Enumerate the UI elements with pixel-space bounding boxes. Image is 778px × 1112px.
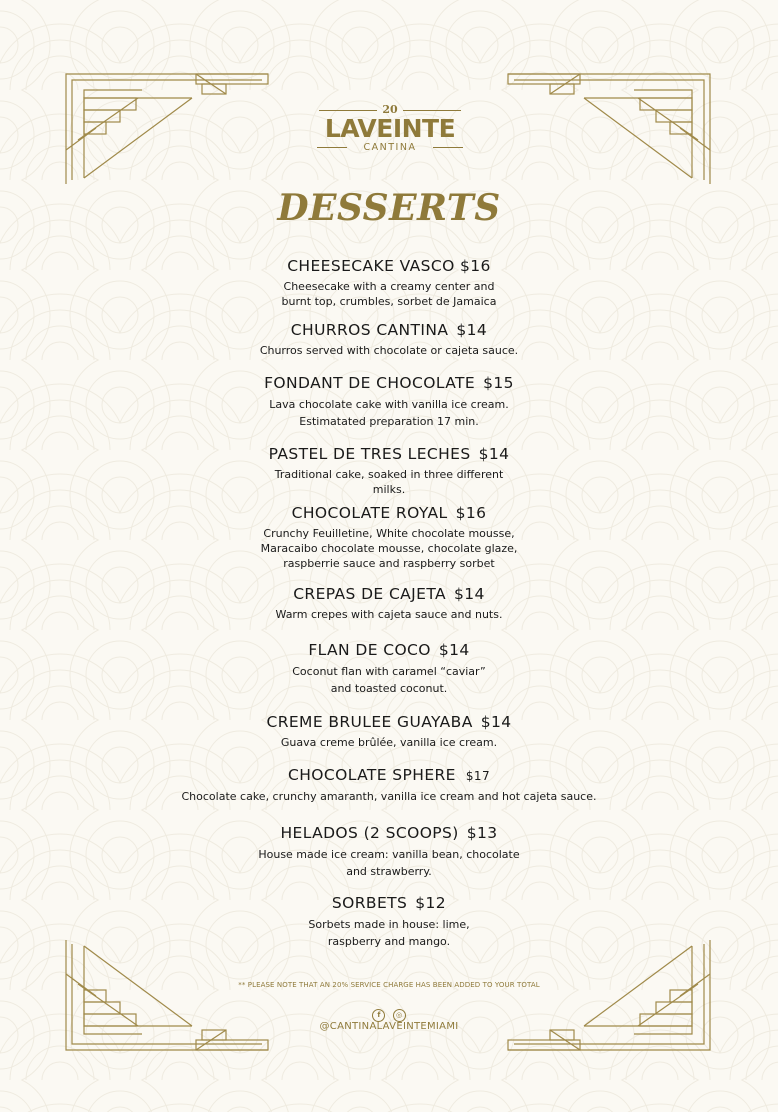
menu-item-description: Warm crepes with cajeta sauce and nuts. <box>275 608 503 621</box>
logo-wordmark: LAVEINTE <box>324 114 456 143</box>
menu-item-price: $13 <box>466 824 498 842</box>
menu-item-price: $14 <box>480 713 512 731</box>
menu-item-name-row <box>0 823 778 843</box>
menu-item-name: HELADOS (2 SCOOPS) <box>280 824 459 842</box>
menu-item <box>0 712 778 750</box>
menu-item-name-row <box>0 640 778 660</box>
menu-item <box>0 823 778 880</box>
brand-logo <box>315 104 465 154</box>
menu-item <box>0 373 778 430</box>
menu-item-description: Coconut flan with caramel “caviar” and toasted coconut. <box>292 665 486 695</box>
menu-item-description: Cheesecake with a creamy center and burnt top, crumbles, sorbet de Jamaica <box>281 280 497 308</box>
menu-item-description: Lava chocolate cake with vanilla ice cream. Estimatated preparation 17 min. <box>269 398 509 428</box>
menu-item-description: Crunchy Feuilletine, White chocolate mousse, Maracaibo chocolate mousse, chocolate glaze, raspberrie sauce and raspberry sorbet <box>260 527 518 570</box>
menu-item-name-row <box>0 712 778 732</box>
menu-item-price: $16 <box>455 504 487 522</box>
menu-item-price: $14 <box>456 321 488 339</box>
menu-item-name: CHOCOLATE ROYAL <box>291 504 448 522</box>
menu-item-name: CREPAS DE CAJETA <box>293 585 447 603</box>
logo-subtitle <box>315 142 465 153</box>
menu-item-price: $15 <box>483 374 514 392</box>
menu-item-name-row <box>0 256 778 276</box>
menu-item-name: CHOCOLATE SPHERE <box>288 766 456 784</box>
menu-item-name-row <box>0 444 778 464</box>
menu-item-description: Chocolate cake, crunchy amaranth, vanilla ice cream and hot cajeta sauce. <box>181 790 597 803</box>
menu-item <box>0 444 778 497</box>
menu-item <box>0 256 778 309</box>
menu-item-price: $14 <box>478 445 510 463</box>
menu-item-name: CHURROS CANTINA <box>290 321 449 339</box>
menu-item <box>0 503 778 571</box>
menu-item-name-row <box>0 584 778 604</box>
instagram-icon[interactable]: ◎ <box>393 1009 406 1022</box>
menu-item-name: PASTEL DE TRES LECHES <box>268 445 471 463</box>
menu-item <box>0 320 778 358</box>
menu-item-name-row <box>0 765 778 786</box>
menu-item-name: FLAN DE COCO <box>308 641 431 659</box>
menu-item-name-row <box>0 373 778 393</box>
menu-item-price: $17 <box>465 769 490 783</box>
menu-item-price: $14 <box>454 585 485 603</box>
service-charge-note: ** PLEASE NOTE THAT AN 20% SERVICE CHARGE HAS BEEN ADDED TO YOUR TOTAL <box>238 981 540 989</box>
menu-item-name: FONDANT DE CHOCOLATE <box>264 374 476 392</box>
menu-item <box>0 893 778 950</box>
menu-item-name: SORBETS <box>331 894 408 912</box>
logo-number: 20 <box>382 103 398 116</box>
menu-item-name: CHEESECAKE VASCO $16 <box>287 257 491 275</box>
menu-item-description: Sorbets made in house: lime, raspberry and mango. <box>308 918 470 948</box>
menu-item-price: $14 <box>438 641 470 659</box>
menu-item-name-row <box>0 320 778 340</box>
menu-item-name-row <box>0 503 778 523</box>
logo-subtitle-text: CANTINA <box>363 142 417 153</box>
menu-item-price: $12 <box>415 894 447 912</box>
menu-item-description: Guava creme brûlée, vanilla ice cream. <box>280 736 498 749</box>
menu-item-name: CREME BRULEE GUAYABA <box>266 713 473 731</box>
social-handle[interactable]: @CANTINALAVEINTEMIAMI <box>319 1021 459 1032</box>
menu-item <box>0 765 778 804</box>
facebook-icon[interactable]: f <box>372 1009 385 1022</box>
menu-item-description: Churros served with chocolate or cajeta sauce. <box>259 344 519 357</box>
menu-item <box>0 584 778 622</box>
menu-item-description: House made ice cream: vanilla bean, chocolate and strawberry. <box>258 848 520 878</box>
menu-item-name-row <box>0 893 778 913</box>
menu-item <box>0 640 778 697</box>
menu-item-description: Traditional cake, soaked in three different milks. <box>274 468 504 496</box>
page-title: DESSERTS <box>277 187 501 229</box>
